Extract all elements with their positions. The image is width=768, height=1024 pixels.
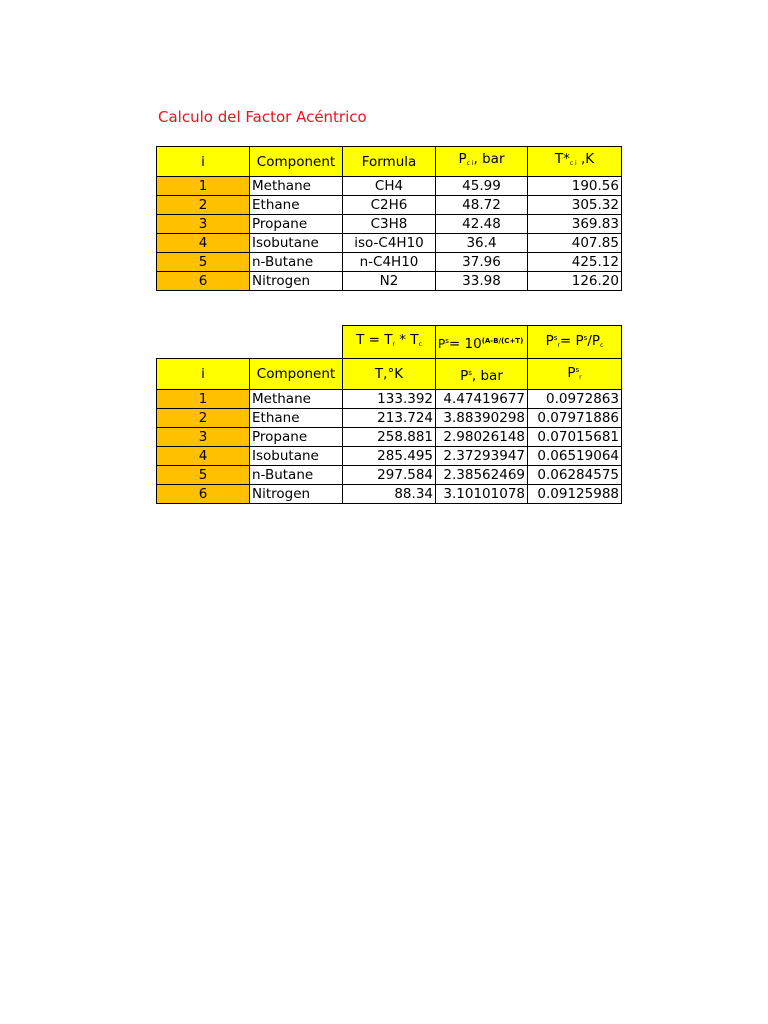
formula-vapor-pressure: $P^s= 10^{(A-B/(C+T)}$ [436,326,528,359]
header-pc-sub: c i [466,160,474,167]
cell-temperature: 88.34 [343,485,436,504]
cell-pc: 42.48 [436,215,528,234]
cell-i: 6 [157,485,250,504]
cell-i: 3 [157,428,250,447]
table-row [157,196,622,215]
header-tc-unit: ,K [576,151,595,167]
cell-temperature: 297.584 [343,466,436,485]
cell-component: Nitrogen [250,272,343,291]
cell-component: Ethane [250,196,343,215]
cell-tc: 425.12 [528,253,622,272]
cell-tc: 305.32 [528,196,622,215]
cell-component: Methane [250,177,343,196]
cell-vapor-pressure: 3.10101078 [436,485,528,504]
cell-i: 3 [157,215,250,234]
cell-pc: 37.96 [436,253,528,272]
header-formula: Formula [343,147,436,177]
cell-vapor-pressure: 2.38562469 [436,466,528,485]
cell-pc: 36.4 [436,234,528,253]
cell-formula: C2H6 [343,196,436,215]
vapor-pressure-table [156,325,622,504]
table-row [157,177,622,196]
table-row [157,253,622,272]
cell-i: 6 [157,272,250,291]
cell-vapor-pressure: 3.88390298 [436,409,528,428]
cell-i: 5 [157,253,250,272]
cell-component: n-Butane [250,466,343,485]
table-row [157,466,622,485]
cell-reduced-pressure: 0.06284575 [528,466,622,485]
cell-reduced-pressure: 0.07015681 [528,428,622,447]
cell-tc: 190.56 [528,177,622,196]
cell-temperature: 133.392 [343,390,436,409]
header-component: Component [250,147,343,177]
cell-component: Ethane [250,409,343,428]
formula-row [157,326,622,359]
table-header-row [157,359,622,390]
critical-properties-table [156,146,622,291]
cell-reduced-pressure: 0.06519064 [528,447,622,466]
cell-reduced-pressure: 0.0972863 [528,390,622,409]
cell-formula: n-C4H10 [343,253,436,272]
table-row [157,215,622,234]
formula-reduced-pressure: $P^s_r= P^s/P_c$ [528,326,622,359]
table-row [157,428,622,447]
header-pc [436,147,528,177]
table-row [157,409,622,428]
header-temperature: T,°K [343,359,436,390]
page-title: Calculo del Factor Acéntrico [158,108,367,126]
cell-reduced-pressure: 0.07971886 [528,409,622,428]
header-pc-main: P [458,151,467,167]
cell-vapor-pressure: 2.37293947 [436,447,528,466]
table-row [157,390,622,409]
cell-i: 5 [157,466,250,485]
cell-vapor-pressure: 2.98026148 [436,428,528,447]
table-header-row [157,147,622,177]
cell-component: Isobutane [250,447,343,466]
table-row [157,234,622,253]
cell-temperature: 258.881 [343,428,436,447]
cell-vapor-pressure: 4.47419677 [436,390,528,409]
header-vapor-pressure: $P^s$, bar [436,359,528,390]
cell-i: 1 [157,390,250,409]
cell-tc: 407.85 [528,234,622,253]
cell-formula: N2 [343,272,436,291]
cell-temperature: 213.724 [343,409,436,428]
cell-formula: C3H8 [343,215,436,234]
cell-component: Propane [250,215,343,234]
header-tc [528,147,622,177]
cell-component: Isobutane [250,234,343,253]
header-reduced-pressure: $P^s_r$ [528,359,622,390]
header-tc-sub: c i [569,160,577,167]
cell-component: Propane [250,428,343,447]
header-tc-main: T* [554,151,570,167]
cell-i: 4 [157,447,250,466]
header-i: i [157,147,250,177]
cell-pc: 33.98 [436,272,528,291]
cell-component: Methane [250,390,343,409]
cell-temperature: 285.495 [343,447,436,466]
cell-i: 1 [157,177,250,196]
cell-tc: 369.83 [528,215,622,234]
cell-pc: 48.72 [436,196,528,215]
table-row [157,485,622,504]
cell-component: Nitrogen [250,485,343,504]
cell-reduced-pressure: 0.09125988 [528,485,622,504]
cell-component: n-Butane [250,253,343,272]
cell-formula: iso-C4H10 [343,234,436,253]
header-i: i [157,359,250,390]
cell-pc: 45.99 [436,177,528,196]
cell-tc: 126.20 [528,272,622,291]
header-pc-unit: , bar [473,151,505,167]
cell-formula: CH4 [343,177,436,196]
header-component: Component [250,359,343,390]
cell-i: 4 [157,234,250,253]
cell-i: 2 [157,409,250,428]
formula-temperature: $T = T_r * T_c$ [343,326,436,359]
table-row [157,272,622,291]
cell-i: 2 [157,196,250,215]
table-row [157,447,622,466]
